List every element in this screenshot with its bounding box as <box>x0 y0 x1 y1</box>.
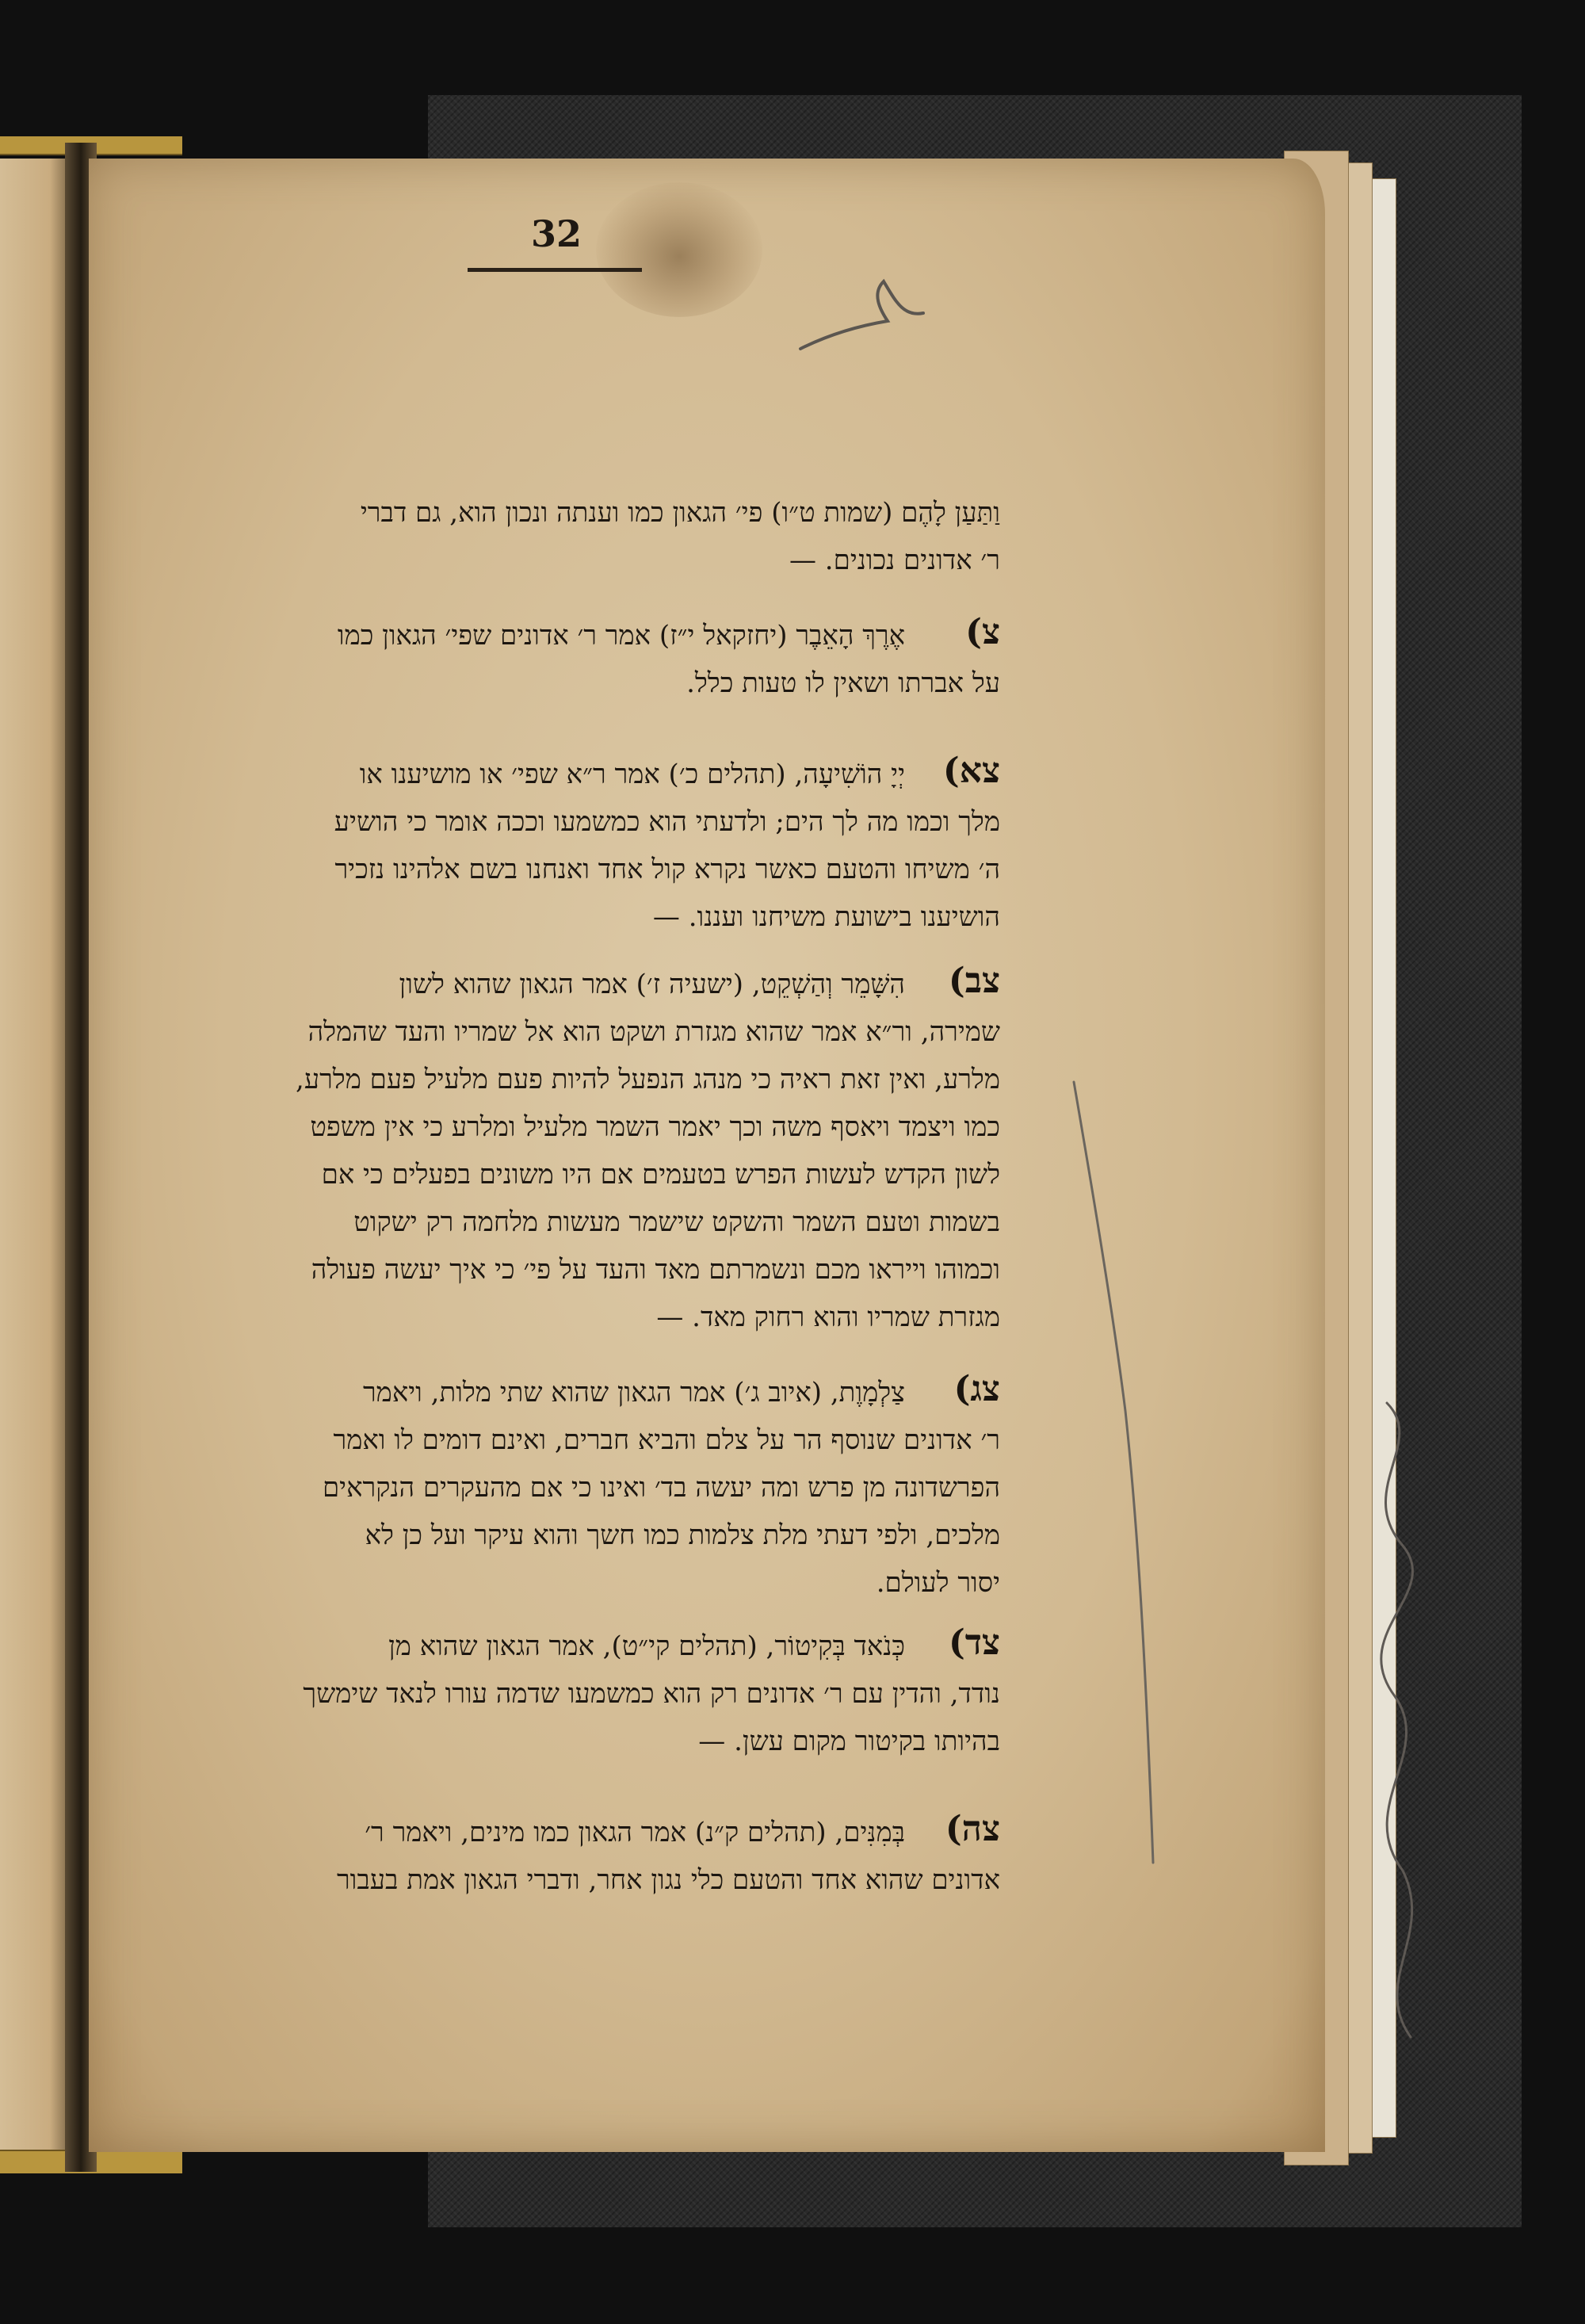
text-line: מלכים, ולפי דעתי מלת צלמות כמו חשך והוא עיקר ועל כן לא <box>365 1519 1000 1551</box>
text-line: אֶרֶךְ הָאֵבֶר (יחזקאל י״ז) אמר ר׳ אדונים שפי׳ הגאון כמו <box>337 620 905 652</box>
pencil-margin-line <box>1070 1078 1165 1871</box>
entry-number: צה) <box>945 1809 1000 1849</box>
text-line: בשמות וטעם השמר והשקט שישמר מעשות מלחמה רק ישקוט <box>353 1206 1000 1238</box>
text-line: כמו ויצמד ויאסף משה וכך יאמר השמר מלעיל ומלרע כי אין משפט <box>310 1111 1000 1143</box>
text-line: שמירה, ור״א אמר שהוא מגזרת ושקט הוא אל שמריו והעד שהמלה <box>307 1016 1000 1048</box>
text-line: בהיותו בקיטור מקום עשן. — <box>698 1726 1000 1757</box>
text-line: בְּמִנִּים, (תהלים ק״נ) אמר הגאון כמו מינים, ויאמר ר׳ <box>365 1817 905 1848</box>
text-line: הפרשדונה מן פרש ומה יעשה בד׳ ואינו כי אם מהעקרים הנקראים <box>322 1472 1000 1504</box>
entry-number: צא) <box>942 751 1000 791</box>
entry-number: צב) <box>948 961 1000 1001</box>
text-line: מלך וכמו מה לך הים; ולדעתי הוא כמשמעו וככה אומר כי הושיע <box>334 806 1000 838</box>
text-line: הִשָּׁמֵר וְהַשְׁקֵט, (ישעיה ז׳) אמר הגאון שהוא לשון <box>399 969 905 1000</box>
page-number-rule <box>468 268 642 272</box>
text-line: מגזרת שמריו והוא רחוק מאד. — <box>656 1302 1000 1333</box>
pencil-scribble-top <box>792 277 935 365</box>
text-line: אדונים שהוא אחד והטעם כלי נגון אחר, ודברי הגאון אמת בעבור <box>336 1864 1000 1896</box>
entry-number: צג) <box>953 1369 1000 1409</box>
entry-number: צ) <box>965 612 1000 652</box>
text-line: יְיָ הוֹשִׁיעָה, (תהלים כ׳) אמר ר״א שפי׳ או מושיענו או <box>359 759 905 790</box>
left-page-fragment <box>0 159 71 2156</box>
text-line: צַלְמָוֶת, (איוב ג׳) אמר הגאון שהוא שתי מלות, ויאמר <box>362 1377 905 1409</box>
page-number: 32 <box>530 212 582 255</box>
pencil-margin-scribble <box>1339 1395 1442 2045</box>
text-line: הושיענו בישועת משיחנו ועננו. — <box>652 901 1000 933</box>
text-line: על אברתו ושאין לו טעות כלל. <box>686 667 1000 699</box>
text-line: ה׳ משיחו והטעם כאשר נקרא קול אחד ואנחנו בשם אלהינו נזכיר <box>334 854 1000 885</box>
text-line: מלרע, ואין זאת ראיה כי מנהג הנפעל להיות פעם מלעיל פעם מלרע, <box>296 1064 1000 1095</box>
text-line: ר׳ אדונים שנוסף הר על צלם והביא חברים, ואינם דומים לו ואמר <box>333 1424 1000 1456</box>
text-line: ר׳ אדונים נכונים. — <box>789 545 1000 576</box>
text-line: וכמוהו וייראו מכם ונשמרתם מאד והעד על פי׳ כי איך יעשה פעולה <box>311 1254 1000 1286</box>
text-line: כְּנֹאד בְּקִיטוֹר, (תהלים קי״ט), אמר הגאון שהוא מן <box>388 1630 905 1662</box>
text-line: וַתַּעַן לָהֶם (שמות ט״ו) פי׳ הגאון כמו וענתה ונכון הוא, גם דברי <box>360 497 1000 529</box>
text-line: יסור לעולם. <box>876 1567 1000 1599</box>
entry-number: צד) <box>948 1623 1000 1663</box>
text-line: לשון הקדש לעשות הפרש בטעמים אם היו משונים בפעלים כי אם <box>321 1159 1000 1191</box>
text-line: נודד, והדין עם ר׳ אדונים רק הוא כמשמעו שדמה עורו לנאד שימשך <box>303 1678 1000 1710</box>
